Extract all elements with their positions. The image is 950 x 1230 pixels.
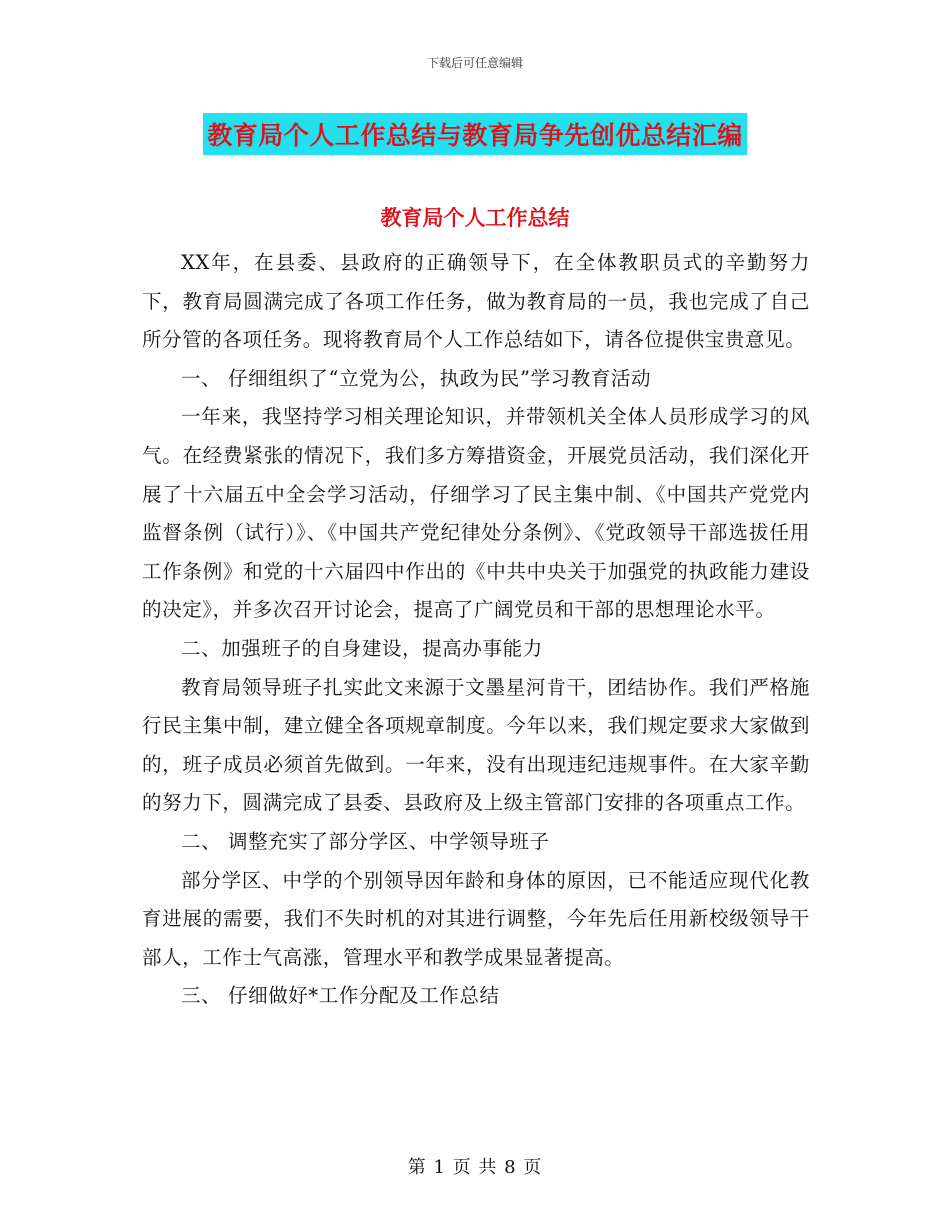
heading-item-2: 二、加强班子的自身建设，提高办事能力 [181, 636, 543, 660]
document-body [142, 244, 810, 1016]
page-footer: 第 1 页 共 8 页 [407, 1157, 543, 1178]
heading-item-3: 二、 调整充实了部分学区、中学领导班子 [181, 829, 550, 853]
paragraph-intro: XX年，在县委、县政府的正确领导下，在全体教职员式的辛勤努力下，教育局圆满完成了各项工作任务，做为教育局的一员，我也完成了自己所分管的各项任务。现将教育局个人工作总结如下，请各位提供宝贵意见。 [142, 251, 810, 352]
paragraph-item-3: 部分学区、中学的个别领导因年龄和身体的原因，已不能适应现代化教育进展的需要，我们不失时机的对其进行调整，今年先后任用新校级领导干部人，工作士气高涨，管理水平和教学成果显著提高。 [142, 868, 810, 969]
main-title: 教育局个人工作总结与教育局争先创优总结汇编 [203, 113, 747, 155]
header-note: 下载后可任意编辑 [426, 56, 523, 70]
section-title: 教育局个人工作总结 [380, 206, 570, 230]
main-title-container [0, 113, 950, 155]
heading-item-1: 一、 仔细组织了“立党为公，执政为民”学习教育活动 [181, 366, 652, 390]
paragraph-item-2: 教育局领导班子扎实此文来源于文墨星河肯干，团结协作。我们严格施行民主集中制，建立健全各项规章制度。今年以来，我们规定要求大家做到的，班子成员必须首先做到。一年来，没有出现违纪违规事件。在大家辛勤的努力下，圆满完成了县委、县政府及上级主管部门安排的各项重点工作。 [142, 675, 810, 815]
paragraph-item-1: 一年来，我坚持学习相关理论知识，并带领机关全体人员形成学习的风气。在经费紧张的情况下，我们多方筹措资金，开展党员活动，我们深化开展了十六届五中全会学习活动，仔细学习了民主集中制、《中国共产党党内监督条例（试行）》、《中国共产党纪律处分条例》、《党政领导干部选拔任用工作条例》和党的十六届四中作出的《中共中央关于加强党的执政能力建设的决定》，并多次召开讨论会，提高了广阔党员和干部的思想理论水平。 [142, 405, 810, 622]
heading-item-4: 三、 仔细做好*工作分配及工作总结 [181, 984, 500, 1008]
